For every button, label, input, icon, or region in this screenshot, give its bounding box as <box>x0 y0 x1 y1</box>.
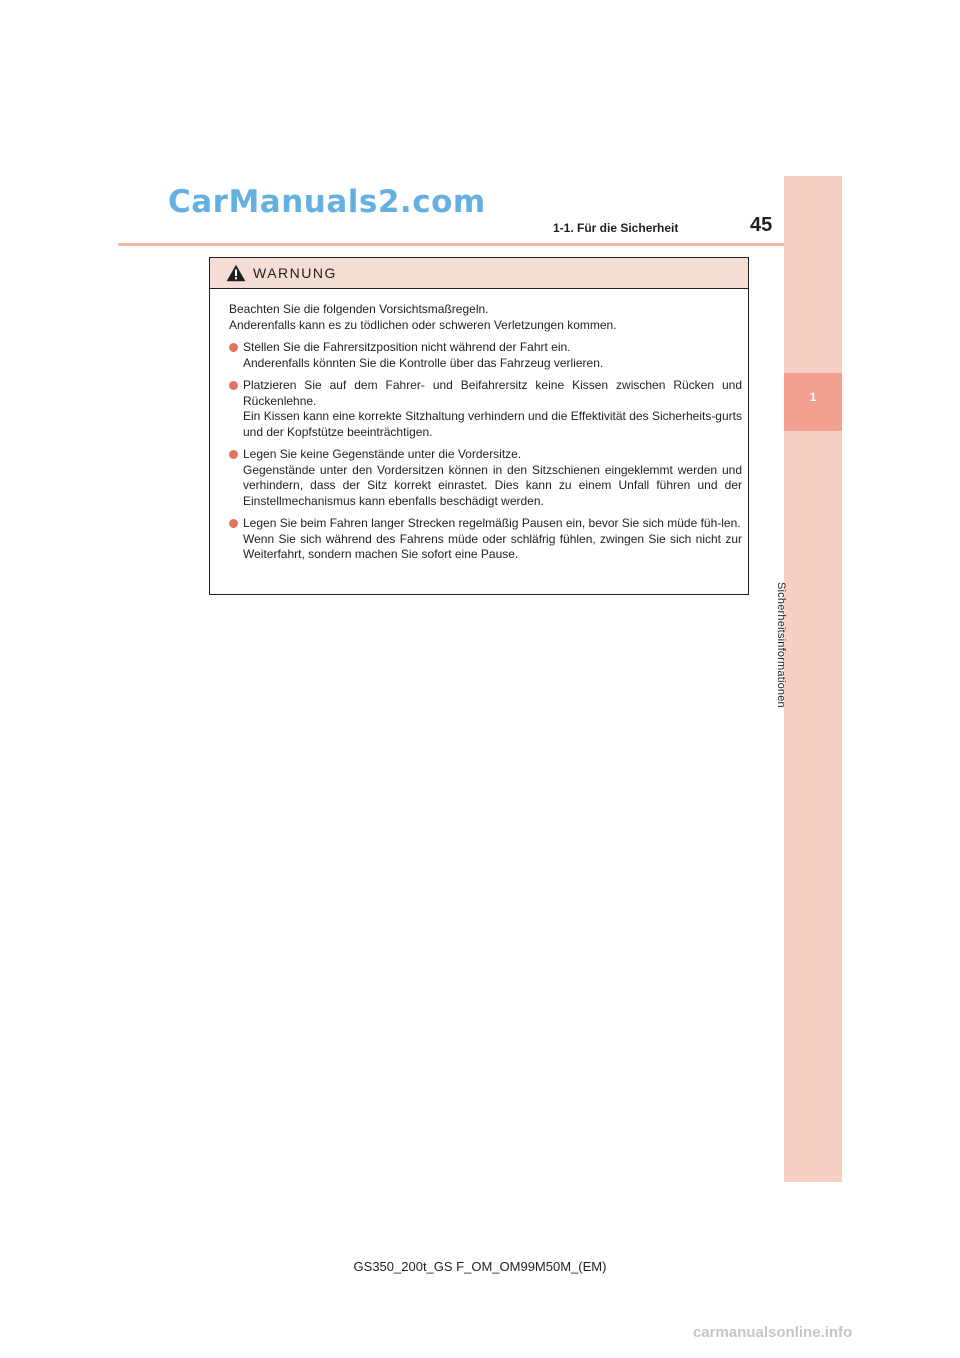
page-number: 45 <box>750 214 773 236</box>
bullet-text <box>243 340 742 371</box>
warning-bullet <box>229 447 742 509</box>
bullet-detail: Anderenfalls könnten Sie die Kontrolle über das Fahrzeug verlieren. <box>243 355 604 370</box>
bullet-text <box>243 378 742 440</box>
bullet-detail: Ein Kissen kann eine korrekte Sitzhaltung verhindern und die Effektivität des Sicherheits-gurts und der Kopfstütze beeinträchtigen. <box>243 409 742 439</box>
carmanualsonline-watermark: carmanualsonline.info <box>693 1324 853 1341</box>
warning-bullet <box>229 378 742 440</box>
bullet-dot-icon <box>229 519 238 528</box>
section-title: 1-1. Für die Sicherheit <box>553 221 679 235</box>
warning-body <box>210 289 748 563</box>
warning-bullet <box>229 516 742 563</box>
bullet-lead: Platzieren Sie auf dem Fahrer- und Beifahrersitz keine Kissen zwischen Rücken und Rückenlehne. <box>243 378 742 408</box>
warning-title: WARNUNG <box>253 265 337 281</box>
chapter-number: 1 <box>809 390 817 404</box>
bullet-dot-icon <box>229 381 238 390</box>
bullet-detail: Gegenstände unter den Vordersitzen können in den Sitzschienen eingeklemmt werden und verhindern, dass der Sitz korrekt einrastet. Dies kann zu einem Unfall führen und der Einstellmechanismus kann ebenfalls beschädigt werden. <box>243 462 742 508</box>
intro-line: Beachten Sie die folgenden Vorsichtsmaßregeln. <box>229 302 489 316</box>
footer-document-code: GS350_200t_GS F_OM_OM99M50M_(EM) <box>353 1259 607 1274</box>
bullet-detail: Wenn Sie sich während des Fahrens müde oder schläfrig fühlen, zwingen Sie sich nicht zur Weiterfahrt, sondern machen Sie sofort eine Pause. <box>243 531 742 561</box>
bullet-dot-icon <box>229 450 238 459</box>
carmanuals-watermark: CarManuals2.com <box>168 184 486 220</box>
side-strip <box>784 176 842 1182</box>
bullet-dot-icon <box>229 343 238 352</box>
warning-header <box>210 258 748 289</box>
bullet-text <box>243 447 742 509</box>
bullet-text <box>243 516 742 563</box>
warning-triangle-icon <box>226 264 246 282</box>
bullet-lead: Legen Sie keine Gegenstände unter die Vordersitze. <box>243 447 522 461</box>
header-rule <box>118 243 842 246</box>
bullet-lead: Legen Sie beim Fahren langer Strecken regelmäßig Pausen ein, bevor Sie sich müde füh-len. <box>243 516 741 530</box>
chapter-title: Sicherheitsinformationen <box>775 582 787 708</box>
bullet-lead: Stellen Sie die Fahrersitzposition nicht während der Fahrt ein. <box>243 340 571 354</box>
intro-line: Anderenfalls kann es zu tödlichen oder schweren Verletzungen kommen. <box>229 317 617 332</box>
warning-bullet <box>229 340 742 371</box>
warning-box <box>209 257 749 595</box>
warning-intro <box>229 302 742 333</box>
